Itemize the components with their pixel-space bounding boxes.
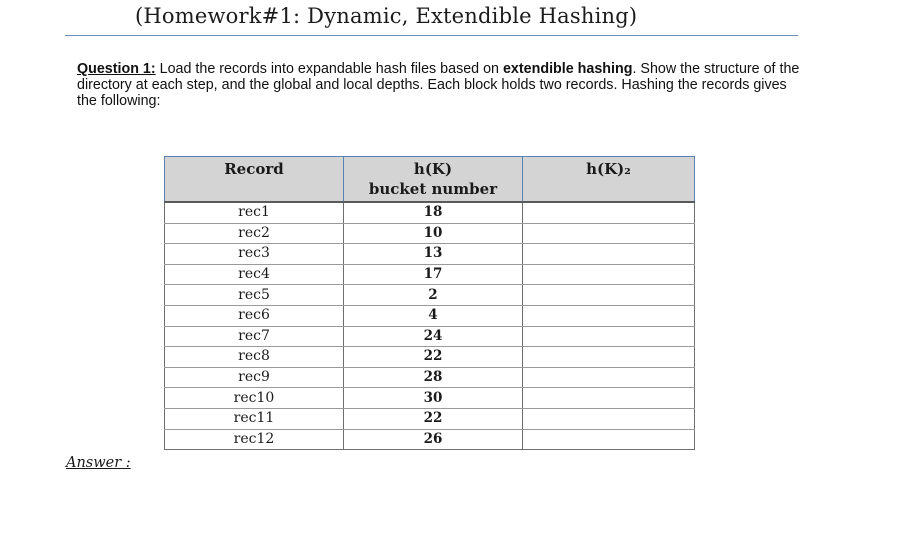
binary-cell (523, 244, 695, 265)
record-cell: rec2 (165, 223, 344, 244)
binary-cell (523, 388, 695, 409)
bucket-cell: 4 (344, 305, 523, 326)
binary-cell (523, 326, 695, 347)
bucket-cell: 2 (344, 285, 523, 306)
record-cell: rec3 (165, 244, 344, 265)
table-row (165, 223, 695, 244)
record-cell: rec1 (165, 202, 344, 223)
question-text-before: Load the records into expandable hash files based on (155, 61, 503, 77)
question-paragraph (77, 61, 802, 109)
header-hk2: h(K)₂ (523, 157, 695, 203)
bucket-cell: 10 (344, 223, 523, 244)
header-record: Record (165, 157, 344, 203)
page-title: (Homework#1: Dynamic, Extendible Hashing) (135, 4, 638, 28)
binary-cell (523, 305, 695, 326)
table-row (165, 305, 695, 326)
bucket-cell: 22 (344, 408, 523, 429)
binary-cell (523, 202, 695, 223)
question-text-after: . Show the structure of the directory at each step, and the global and local depths. Each block holds two records. Hashing the records gives the following: (77, 61, 800, 109)
record-cell: rec4 (165, 264, 344, 285)
table-row (165, 347, 695, 368)
record-cell: rec7 (165, 326, 344, 347)
record-cell: rec10 (165, 388, 344, 409)
bucket-cell: 26 (344, 429, 523, 450)
binary-cell (523, 429, 695, 450)
bucket-cell: 24 (344, 326, 523, 347)
title-divider (65, 35, 798, 36)
bucket-cell: 22 (344, 347, 523, 368)
header-hk-line1: h(K) (413, 160, 453, 178)
record-cell: rec6 (165, 305, 344, 326)
table-row (165, 367, 695, 388)
table-row (165, 264, 695, 285)
bucket-cell: 17 (344, 264, 523, 285)
record-cell: rec8 (165, 347, 344, 368)
record-cell: rec11 (165, 408, 344, 429)
table-header-row (165, 157, 695, 203)
table-row (165, 202, 695, 223)
bucket-cell: 18 (344, 202, 523, 223)
hash-table (164, 156, 695, 450)
binary-cell (523, 264, 695, 285)
header-hk-line2: bucket number (368, 180, 498, 198)
table-row (165, 408, 695, 429)
bucket-cell: 28 (344, 367, 523, 388)
table-row (165, 429, 695, 450)
record-cell: rec9 (165, 367, 344, 388)
bucket-cell: 13 (344, 244, 523, 265)
question-bold-term: extendible hashing (502, 61, 633, 77)
binary-cell (523, 408, 695, 429)
header-hk (344, 157, 523, 203)
table-row (165, 388, 695, 409)
binary-cell (523, 347, 695, 368)
binary-cell (523, 367, 695, 388)
binary-cell (523, 285, 695, 306)
record-cell: rec5 (165, 285, 344, 306)
table-body (165, 202, 695, 450)
table-row (165, 326, 695, 347)
question-label: Question 1: (77, 61, 156, 77)
binary-cell (523, 223, 695, 244)
record-cell: rec12 (165, 429, 344, 450)
table-row (165, 285, 695, 306)
bucket-cell: 30 (344, 388, 523, 409)
answer-label: Answer : (66, 455, 131, 471)
table-row (165, 244, 695, 265)
